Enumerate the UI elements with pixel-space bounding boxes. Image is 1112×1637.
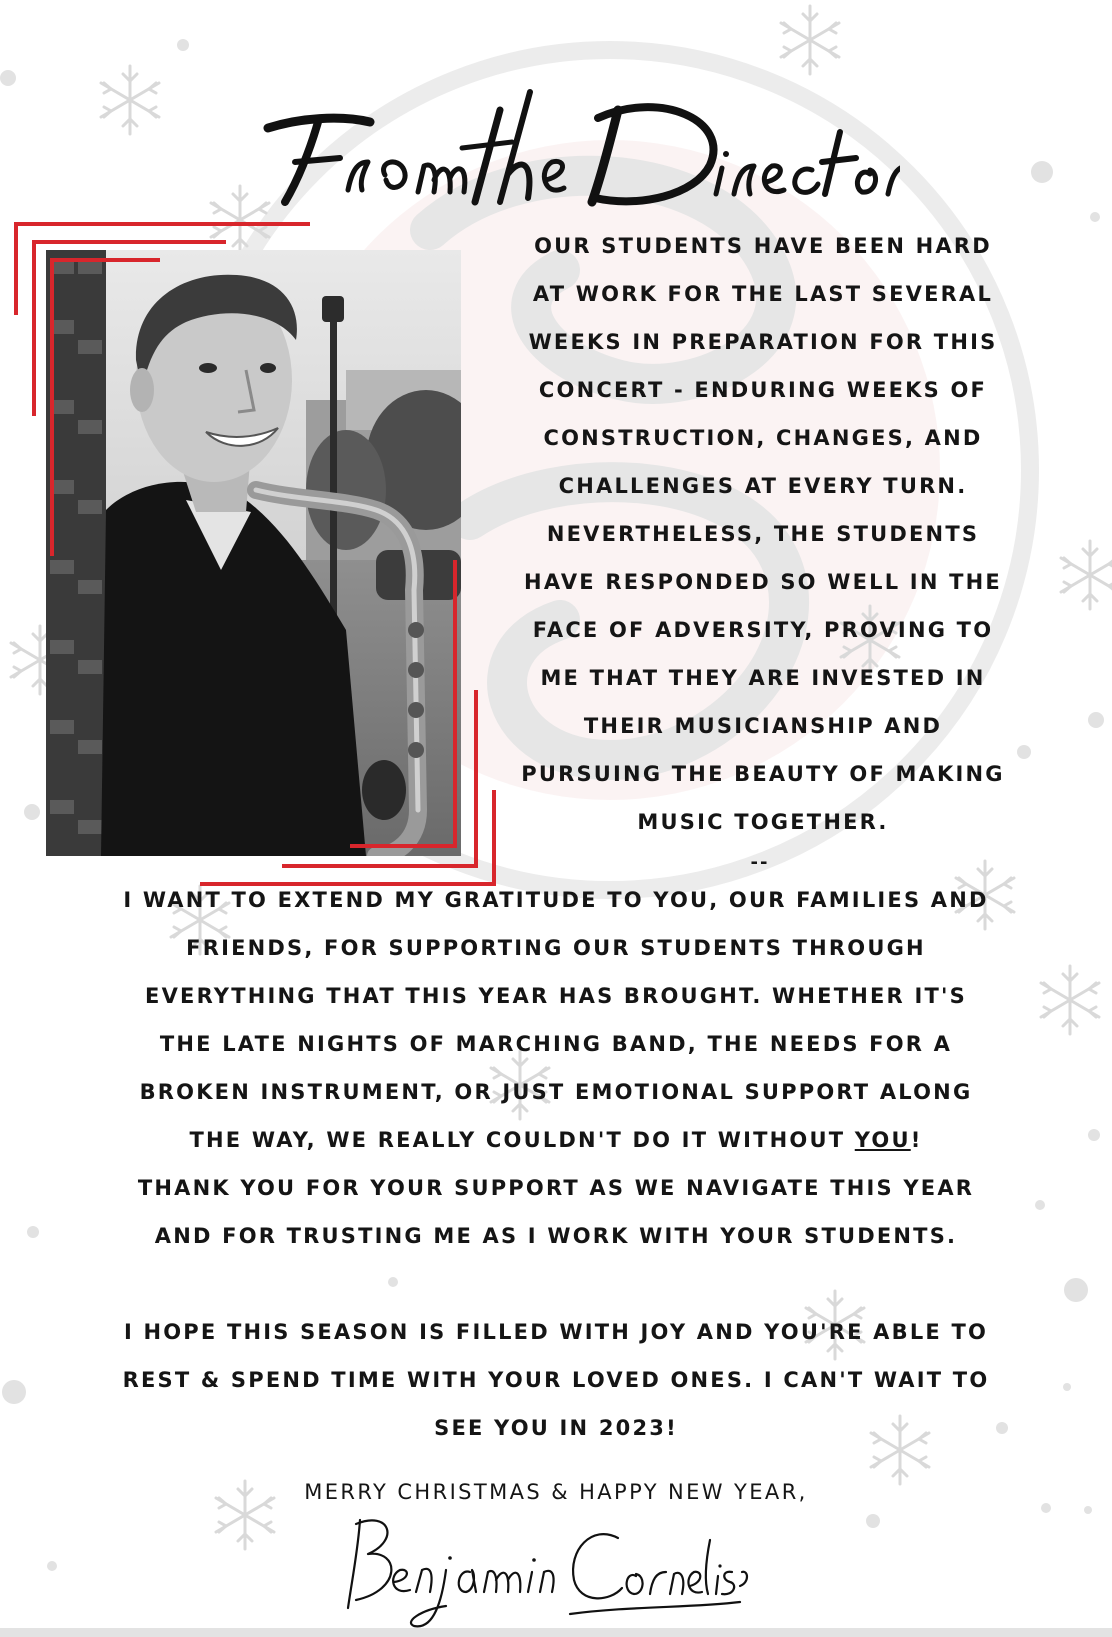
intro-line: WEEKS IN PREPARATION FOR THIS bbox=[528, 330, 998, 354]
gratitude-line: EVERYTHING THAT THIS YEAR HAS BROUGHT. WHETHER IT'S bbox=[145, 984, 967, 1008]
closing-greeting: MERRY CHRISTMAS & HAPPY NEW YEAR, bbox=[304, 1480, 808, 1504]
signature-script bbox=[330, 1510, 750, 1628]
page-title-text bbox=[200, 70, 201, 71]
gratitude-line: BROKEN INSTRUMENT, OR JUST EMOTIONAL SUPPORT ALONG bbox=[139, 1080, 973, 1104]
signature-text bbox=[330, 1510, 331, 1511]
gratitude-line: THE LATE NIGHTS OF MARCHING BAND, THE NEEDS FOR A bbox=[159, 1032, 953, 1056]
intro-line: PURSUING THE BEAUTY OF MAKING bbox=[521, 762, 1005, 786]
intro-line: AT WORK FOR THE LAST SEVERAL bbox=[532, 282, 994, 306]
gratitude-line: FRIENDS, FOR SUPPORTING OUR STUDENTS THROUGH bbox=[186, 936, 926, 960]
director-photo-illustration bbox=[46, 250, 461, 856]
holiday-wish-paragraph bbox=[30, 1308, 1082, 1452]
director-photo bbox=[46, 250, 461, 856]
holiday-line: REST & SPEND TIME WITH YOUR LOVED ONES. I CAN'T WAIT TO bbox=[122, 1368, 990, 1392]
intro-paragraph bbox=[478, 222, 1048, 846]
intro-line: CHALLENGES AT EVERY TURN. bbox=[558, 474, 968, 498]
intro-line: HAVE RESPONDED SO WELL IN THE bbox=[524, 570, 1002, 594]
gratitude-line: THANK YOU FOR YOUR SUPPORT AS WE NAVIGATE THIS YEAR bbox=[137, 1176, 975, 1200]
director-signature bbox=[330, 1510, 750, 1628]
gratitude-line-prefix: THE WAY, WE REALLY COULDN'T DO IT WITHOUT bbox=[189, 1128, 855, 1152]
gratitude-line-suffix: ! bbox=[910, 1128, 923, 1152]
intro-line: NEVERTHELESS, THE STUDENTS bbox=[546, 522, 980, 546]
gratitude-line-emphasis bbox=[30, 1116, 1082, 1164]
gratitude-line: AND FOR TRUSTING ME AS I WORK WITH YOUR STUDENTS. bbox=[154, 1224, 958, 1248]
holiday-line: I HOPE THIS SEASON IS FILLED WITH JOY AND YOU'RE ABLE TO bbox=[123, 1320, 989, 1344]
intro-line: FACE OF ADVERSITY, PROVING TO bbox=[532, 618, 994, 642]
gratitude-line: I WANT TO EXTEND MY GRATITUDE TO YOU, OUR FAMILIES AND bbox=[123, 888, 989, 912]
intro-line: CONSTRUCTION, CHANGES, AND bbox=[543, 426, 983, 450]
holiday-line: SEE YOU IN 2023! bbox=[434, 1416, 678, 1440]
intro-line: THEIR MUSICIANSHIP AND bbox=[583, 714, 943, 738]
intro-line: ME THAT THEY ARE INVESTED IN bbox=[540, 666, 986, 690]
title-script-lettering bbox=[200, 70, 900, 220]
section-separator: -- bbox=[750, 852, 770, 873]
intro-line: CONCERT - ENDURING WEEKS OF bbox=[538, 378, 988, 402]
intro-line: OUR STUDENTS HAVE BEEN HARD bbox=[534, 234, 992, 258]
gratitude-paragraph bbox=[30, 876, 1082, 1260]
emphasis-you: YOU bbox=[854, 1128, 911, 1152]
page-title bbox=[200, 70, 900, 220]
intro-line: MUSIC TOGETHER. bbox=[637, 810, 889, 834]
